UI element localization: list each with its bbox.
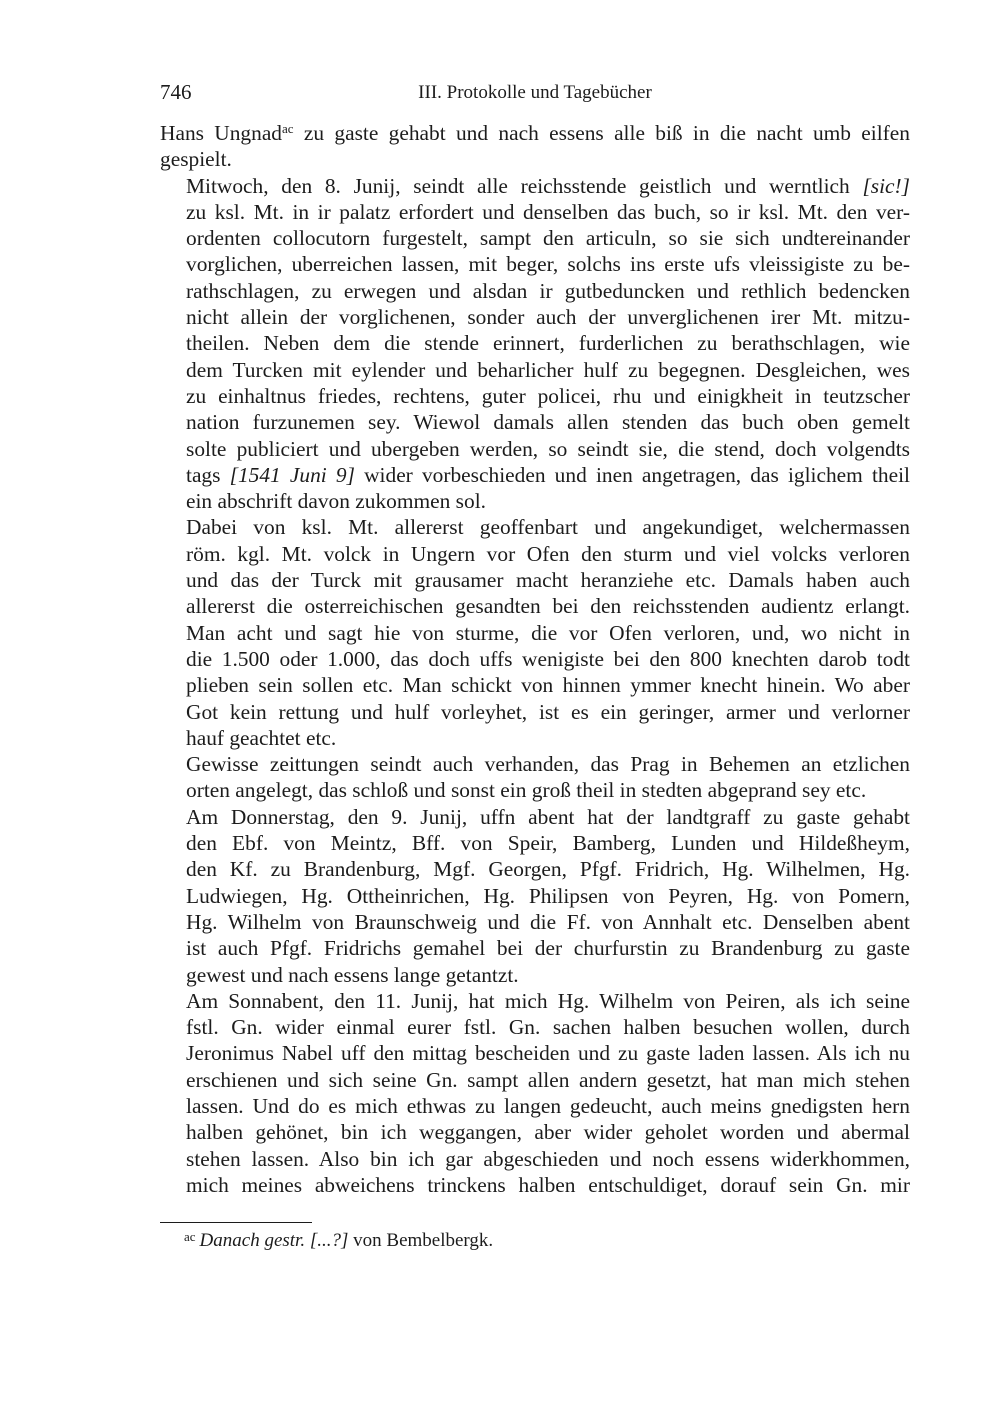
text-run: röm. kgl. Mt. volck in Ungern vor Ofen den sturm und viel volcks verloren <box>186 541 910 566</box>
text-run: Gewisse zeittungen seindt auch verhanden, das Prag in Behemen an etzlichen <box>186 752 910 777</box>
text-line <box>160 1067 910 1093</box>
text-run: Ludwiegen, Hg. Ottheinrichen, Hg. Philipsen von Peyren, Hg. von Pomern, <box>186 883 910 908</box>
text-run: solte publiciert und ubergeben werden, so seindt sie, die stend, doch volgendts <box>186 436 910 461</box>
page-number: 746 <box>160 80 192 104</box>
footnote-text: von Bembelbergk. <box>348 1230 494 1251</box>
text-line <box>160 988 910 1014</box>
text-line <box>160 304 910 330</box>
text-line <box>160 409 910 435</box>
footnote-reference: ac <box>282 121 294 136</box>
text-line <box>160 1093 910 1119</box>
text-run: vorglichen, uberreichen lassen, mit beger, solchs ins erste ufs vleissigiste zu be- <box>186 252 910 277</box>
text-run: fstl. Gn. wider einmal eurer fstl. Gn. sachen halben besuchen wollen, durch <box>186 1015 910 1040</box>
paragraph <box>160 804 910 988</box>
text-run: ist auch Pfgf. Fridrichs gemahel bei der churfurstin zu Brandenburg zu gaste <box>186 936 910 961</box>
text-line <box>160 278 910 304</box>
text-run: Mitwoch, den 8. Junij, seindt alle reichsstende geistlich und werntlich <box>186 173 863 198</box>
text-run: nicht allein der vorglichenen, sonder auch der unverglichenen irer Mt. mitzu- <box>186 305 910 330</box>
text-line <box>160 593 910 619</box>
text-line <box>160 962 910 988</box>
text-run: Hans Ungnad <box>160 121 283 145</box>
text-run: und das der Turck mit grausamer macht heranziehe etc. Damals haben auch <box>186 568 910 593</box>
text-run: Hg. Wilhelm von Braunschweig und die Ff. von Annhalt etc. Denselben abent <box>186 909 910 934</box>
paragraph <box>160 988 910 1198</box>
text-run: rathschlagen, zu erwegen und alsdan ir gutbeduncken und rethlich bedencken <box>186 278 910 303</box>
text-line <box>160 935 910 961</box>
page-header <box>160 80 910 108</box>
text-run: Dabei von ksl. Mt. allererst geoffenbart und angekundiget, welchermassen <box>186 515 910 540</box>
text-line <box>160 383 910 409</box>
text-run: allererst die osterreichischen gesandten bei den reichsstenden audientz erlangt. <box>186 594 910 619</box>
text-run: halben gehönet, bin ich weggangen, aber wider geholet worden und abermal <box>186 1120 910 1145</box>
text-line <box>160 751 910 777</box>
text-line <box>160 436 910 462</box>
paragraph <box>160 120 910 173</box>
text-line <box>160 1146 910 1172</box>
text-run: plieben sein sollen etc. Man schickt von hinnen ymmer knecht hinein. Wo aber <box>186 673 910 698</box>
text-run: theilen. Neben dem die stende erinnert, furderlichen zu berathschlagen, wie <box>186 331 910 356</box>
footnote-italic-text: Danach gestr. [...?] <box>199 1230 349 1251</box>
text-run: die 1.500 oder 1.000, das doch uffs wenigiste bei den 800 knechten darob todt <box>186 646 910 671</box>
text-line <box>160 725 910 751</box>
paragraph <box>160 514 910 751</box>
text-line <box>160 856 910 882</box>
editorial-note: [sic!] <box>862 173 910 198</box>
text-line <box>160 1040 910 1066</box>
text-line <box>160 120 910 146</box>
text-line <box>160 883 910 909</box>
text-run: mich meines abweichens trinckens halben entschuldiget, dorauf sein Gn. mir <box>186 1172 910 1197</box>
text-run: zu gaste gehabt und nach essens alle biß in die nacht umb eilfen <box>293 121 910 145</box>
text-line <box>160 1014 910 1040</box>
text-run: gespielt. <box>160 147 232 172</box>
text-line <box>160 1172 910 1198</box>
text-run: ein abschrift davon zukommen sol. <box>186 489 486 514</box>
text-line <box>160 672 910 698</box>
text-run: erschienen und sich seine Gn. sampt allen andern gesetzt, hat man mich stehen <box>186 1067 910 1092</box>
text-run: stehen lassen. Also bin ich gar abgeschieden und noch essens widerkhommen, <box>186 1146 910 1171</box>
text-line <box>160 830 910 856</box>
running-title: III. Protokolle und Tagebücher <box>418 82 652 103</box>
text-line <box>160 330 910 356</box>
text-run: tags <box>186 462 230 487</box>
editorial-note: [1541 Juni 9] <box>229 462 355 487</box>
text-line <box>160 777 910 803</box>
text-run: Got kein rettung und hulf vorleyhet, ist es ein geringer, armer und verlorner <box>186 699 910 724</box>
text-line <box>160 173 910 199</box>
text-run: nation furzunemen sey. Wiewol damals allen stenden das buch oben gemelt <box>186 410 910 435</box>
paragraph <box>160 751 910 804</box>
text-run: zu ksl. Mt. in ir palatz erfordert und denselben das buch, so ir ksl. Mt. den ver- <box>186 199 910 224</box>
text-line <box>160 541 910 567</box>
text-line <box>160 804 910 830</box>
text-run: wider vorbeschieden und inen angetragen, das iglichem theil <box>354 462 910 487</box>
text-run: gewest und nach essens lange getantzt. <box>186 962 519 987</box>
text-line <box>160 251 910 277</box>
text-run: Am Sonnabent, den 11. Junij, hat mich Hg. Wilhelm von Peiren, als ich seine <box>186 988 910 1013</box>
text-run: lassen. Und do es mich ethwas zu langen gedeucht, auch meins gnedigsten hern <box>186 1093 910 1118</box>
text-line <box>160 909 910 935</box>
text-line <box>160 462 910 488</box>
text-line <box>160 620 910 646</box>
text-line <box>160 699 910 725</box>
text-run: den Kf. zu Brandenburg, Mgf. Georgen, Pfgf. Fridrich, Hg. Wilhelmen, Hg. <box>186 857 910 882</box>
text-run: zu einhaltnus friedes, rechtens, guter policei, rhu und einigkheit in teutzscher <box>186 383 910 408</box>
text-run: dem Turcken mit eylender und beharlicher hulf zu begegnen. Desgleichen, wes <box>186 357 910 382</box>
text-run: Man acht und sagt hie von sturme, die vor Ofen verloren, und, wo nicht in <box>186 620 910 645</box>
text-line <box>160 225 910 251</box>
text-run: orten angelegt, das schloß und sonst ein groß theil in stedten abgeprand sey etc. <box>186 778 867 803</box>
text-run: hauf geachtet etc. <box>186 725 337 750</box>
text-line <box>160 146 910 172</box>
text-line <box>160 199 910 225</box>
text-run: Am Donnerstag, den 9. Junij, uffn abent hat der landtgraff zu gaste gehabt <box>186 804 910 829</box>
text-line <box>160 357 910 383</box>
text-line <box>160 488 910 514</box>
text-line <box>160 567 910 593</box>
footnote-marker: ac <box>184 1229 196 1244</box>
footnote-divider <box>160 1222 312 1223</box>
text-run: Jeronimus Nabel uff den mittag bescheiden und zu gaste laden lassen. Als ich nu <box>186 1041 910 1066</box>
main-text <box>160 120 910 1198</box>
paragraph <box>160 173 910 515</box>
text-line <box>160 1119 910 1145</box>
text-line <box>160 514 910 540</box>
text-run: ordenten collocutorn furgestelt, sampt den articuln, so sie sich undtereinander <box>186 226 910 251</box>
text-run: den Ebf. von Meintz, Bff. von Speir, Bamberg, Lunden und Hildeßheym, <box>186 831 910 856</box>
text-line <box>160 646 910 672</box>
footnote <box>184 1228 493 1254</box>
